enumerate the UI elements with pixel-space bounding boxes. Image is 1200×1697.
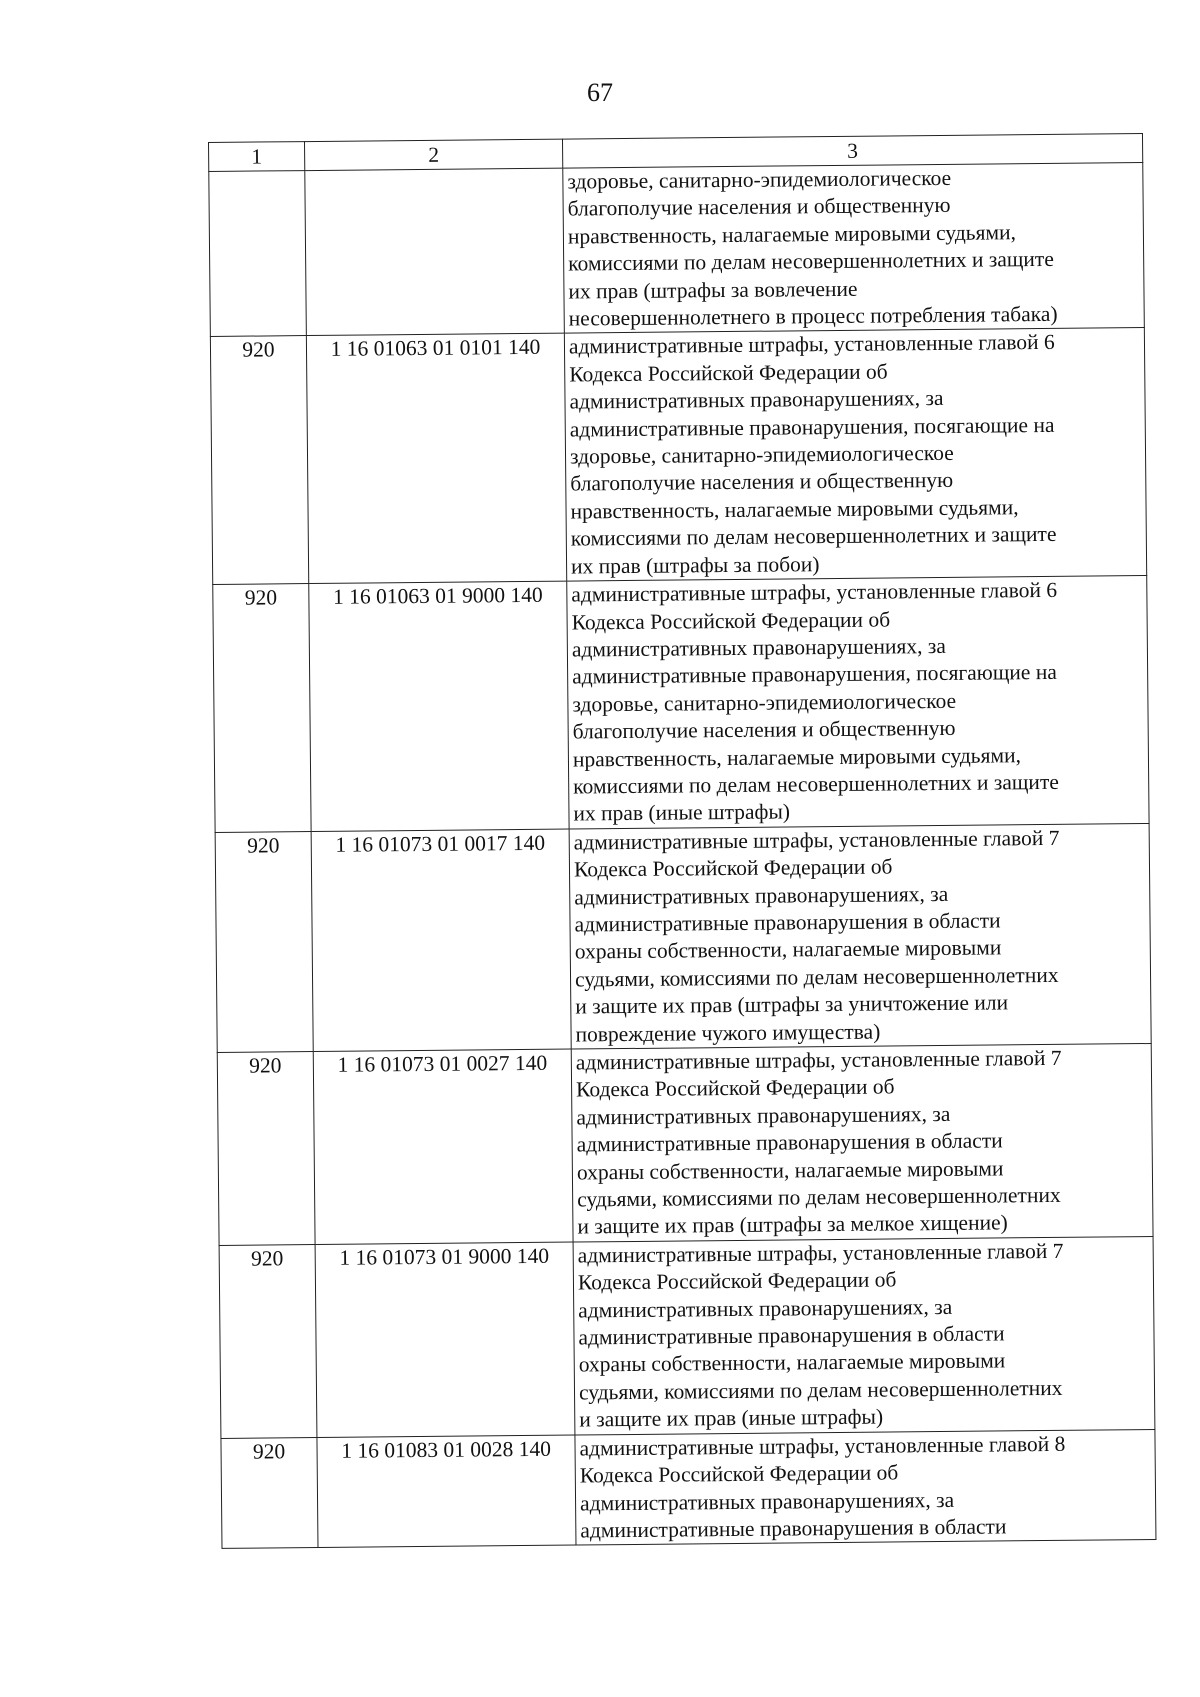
description-line: комиссиями по делам несовершеннолетних и защите [573,769,1059,799]
income-description-cell [571,1043,1153,1241]
description-line: административных правонарушениях, за [571,633,947,662]
header-col-1: 1 [209,142,305,172]
description-line: административные правонарушения в области [578,1321,1005,1350]
admin-code-cell: 920 [210,336,308,585]
description-line: и защите их прав (штрафы за уничтожение или [575,990,1009,1019]
admin-code-cell: 920 [221,1437,318,1549]
description-line: нравственность, налагаемые мировыми судьями, [570,495,1019,524]
description-line: здоровье, санитарно-эпидемиологическое [569,440,954,469]
table-row [209,163,1145,337]
description-line: комиссиями по делам несовершеннолетних и защите [568,247,1054,276]
description-line: комиссиями по делам несовершеннолетних и защите [570,522,1057,551]
description-line: административных правонарушениях, за [579,1487,955,1515]
income-description-cell [564,328,1146,581]
description-line: административные штрафы, установленные главой 6 [571,577,1058,607]
description-line: охраны собственности, налагаемые мировыми [578,1348,1006,1377]
table-row [217,1043,1153,1245]
description-line: благополучие населения и общественную [567,193,951,221]
description-line: нравственность, налагаемые мировыми судьями, [567,220,1017,249]
budget-code-cell: 1 16 01073 01 0017 140 [311,829,571,1052]
description-line: административных правонарушениях, за [576,1101,951,1130]
budget-code-cell: 1 16 01073 01 9000 140 [315,1242,575,1437]
header-col-2: 2 [305,139,563,170]
description-line: Кодекса Российской Федерации об [571,606,891,635]
description-line: и защите их прав (иные штрафы) [579,1404,884,1432]
budget-code-cell [305,168,565,336]
description-line: охраны собственности, налагаемые мировыми [576,1156,1004,1185]
description-line: административные штрафы, установленные главой 7 [573,825,1060,855]
admin-code-cell: 920 [219,1244,317,1438]
table-row [221,1429,1156,1549]
table-row [215,823,1151,1052]
description-line: административные правонарушения в области [580,1514,1007,1543]
budget-code-cell: 1 16 01073 01 0027 140 [313,1049,573,1244]
description-line: Кодекса Российской Федерации об [576,1074,895,1102]
description-line: здоровье, санитарно-эпидемиологическое [572,688,957,717]
budget-code-cell: 1 16 01083 01 0028 140 [317,1435,576,1548]
description-line: благополучие населения и общественную [570,468,954,497]
table-row [210,328,1146,585]
description-line: Кодекса Российской Федерации об [577,1267,897,1295]
table-row [219,1236,1155,1438]
income-description-cell [563,163,1145,334]
description-line: судьями, комиссиями по делам несовершеннолетних [577,1182,1061,1212]
description-line: административные правонарушения в области [574,908,1001,937]
description-line: административные штрафы, установленные главой 6 [568,330,1055,359]
description-line: их прав (штрафы за вовлечение [568,276,858,304]
income-description-cell [569,823,1151,1049]
budget-classification-table [208,133,1156,1549]
description-line: охраны собственности, налагаемые мировыми [574,935,1002,964]
description-line: административные штрафы, установленные главой 7 [577,1238,1064,1268]
budget-code-cell: 1 16 01063 01 9000 140 [309,581,569,831]
description-line: административных правонарушениях, за [569,386,944,414]
income-description-cell [567,576,1149,829]
description-line: их прав (иные штрафы) [573,799,791,826]
description-line: несовершеннолетнего в процесс потребления табака) [568,301,1058,331]
description-line: благополучие населения и общественную [572,715,956,744]
income-description-cell [575,1429,1156,1545]
description-line: административные правонарушения, посягающие на [569,412,1055,442]
header-col-3: 3 [562,134,1142,169]
description-line: Кодекса Российской Федерации об [579,1460,899,1488]
description-line: судьями, комиссиями по делам несовершеннолетних [578,1375,1063,1405]
page-number: 67 [587,78,613,107]
table-body [209,163,1156,1549]
description-line: их прав (штрафы за побои) [570,551,820,579]
admin-code-cell [209,171,307,337]
description-line: административных правонарушениях, за [574,881,949,910]
admin-code-cell: 920 [215,831,313,1052]
description-line: административных правонарушениях, за [578,1294,953,1323]
budget-code-cell: 1 16 01063 01 0101 140 [306,334,566,584]
description-line: административные правонарушения, посягающие на [572,660,1057,689]
description-line: Кодекса Российской Федерации об [569,359,888,387]
description-line: здоровье, санитарно-эпидемиологическое [567,165,952,194]
description-line: нравственность, налагаемые мировыми судьями, [572,742,1022,772]
income-description-cell [573,1236,1155,1434]
description-line: судьями, комиссиями по делам несовершеннолетних [574,962,1059,992]
admin-code-cell: 920 [213,584,311,833]
description-line: повреждение чужого имущества) [575,1019,881,1047]
description-line: Кодекса Российской Федерации об [573,854,893,882]
description-line: и защите их прав (штрафы за мелкое хищение) [577,1210,1008,1239]
description-line: административные правонарушения в области [576,1128,1003,1157]
table-row [213,576,1149,833]
description-line: административные штрафы, установленные главой 8 [579,1431,1066,1461]
description-line: административные штрафы, установленные главой 7 [575,1045,1062,1075]
admin-code-cell: 920 [217,1052,315,1246]
